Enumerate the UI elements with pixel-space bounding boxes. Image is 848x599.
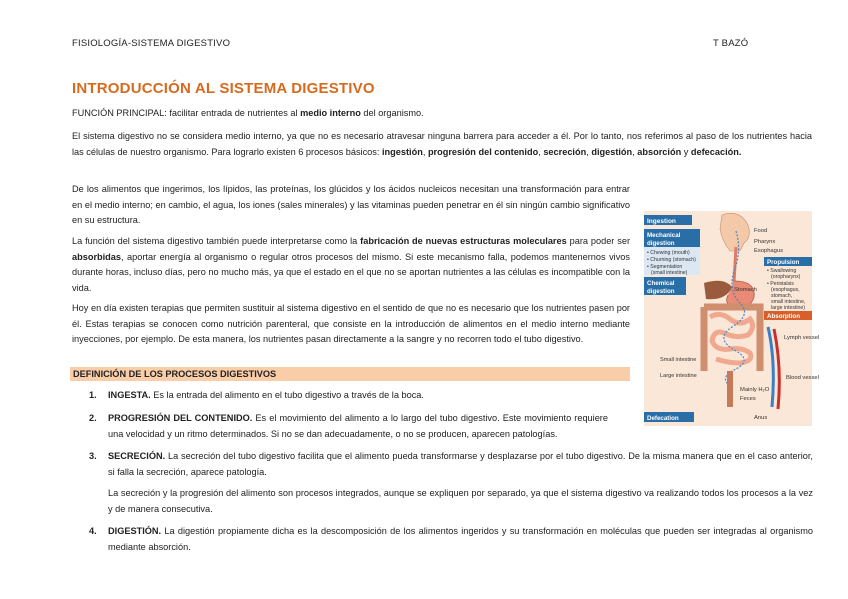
svg-text:Feces: Feces — [740, 396, 756, 402]
svg-text:• Swallowing: • Swallowing — [767, 268, 797, 274]
svg-text:• Chewing (mouth): • Chewing (mouth) — [647, 250, 690, 256]
svg-text:Propulsion: Propulsion — [767, 259, 800, 266]
paragraph-foods: De los alimentos que ingerimos, los lípidos, las proteínas, los glúcidos y los ácidos nucleicos necesitan una transformación para entrar en el medio interno; en cambio, el agua, los iones (sales minerales) y las vitaminas pueden penetrar en él sin ningún cambio significativo en su estructura. — [72, 184, 630, 225]
ingestion-label: Ingestion — [647, 218, 676, 225]
svg-text:Mainly H₂O: Mainly H₂O — [740, 387, 770, 393]
list-extra-paragraph: La secreción y la progresión del alimento son procesos integrados, aunque se expliquen por separado, ya que el sistema digestivo va realizando todos los procesos a la vez y de manera consecutiva. — [108, 488, 813, 514]
svg-text:Absorption: Absorption — [767, 313, 800, 320]
page-title: INTRODUCCIÓN AL SISTEMA DIGESTIVO — [72, 80, 375, 97]
svg-text:Blood vessel: Blood vessel — [786, 375, 819, 381]
svg-text:Lymph vessel: Lymph vessel — [784, 335, 820, 341]
paragraph-molecular-function: La función del sistema digestivo también puede interpretarse como la fabricación de nuevas estructuras moleculares para poder ser absorbidas, aportar energía al organismo o regular otros procesos del mismo. Si este mecanismo falla, podemos mantenernos vivos durante horas, incluso días, pero no mucho más, ya que el estado en el que no se aportan nutrientes a las células es incompatible con la vida. — [72, 236, 630, 293]
svg-text:(esophagus,: (esophagus, — [771, 287, 800, 293]
digestive-figure — [644, 211, 820, 426]
svg-text:(oropharynx): (oropharynx) — [771, 274, 801, 280]
svg-text:• Segmentation: • Segmentation — [647, 264, 683, 270]
svg-text:Defecation: Defecation — [647, 415, 679, 422]
svg-text:digestion: digestion — [647, 288, 675, 295]
section-heading: DEFINICIÓN DE LOS PROCESOS DIGESTIVOS — [70, 367, 630, 381]
list-item: 2. PROGRESIÓN DEL CONTENIDO. Es el movimiento del alimento a lo largo del tubo digestivo. Este movimiento requiere una velocidad y un ritmo determinados. Si no se dan adecuadamente, o no se producen, aparecen patologías. — [89, 413, 608, 439]
svg-text:• Churning (stomach): • Churning (stomach) — [647, 257, 696, 263]
svg-text:• Peristalsis: • Peristalsis — [767, 281, 794, 287]
svg-text:Large intestine: Large intestine — [660, 373, 697, 379]
svg-text:Chemical: Chemical — [647, 280, 675, 287]
svg-text:stomach,: stomach, — [771, 293, 793, 299]
paragraph-therapies: Hoy en día existen terapias que permiten sustituir al sistema digestivo en el sentido de que no es necesario que los nutrientes pasen por él. Estas terapias se conocen como nutrición parenteral, que consiste en la introducción de alimentos en el medio interno mediante inyecciones, por ejemplo. De esta manera, los nutrientes pasan directamente a la sangre y no recorren todo el tubo digestivo. — [72, 303, 630, 344]
svg-text:Food: Food — [754, 228, 768, 234]
svg-text:digestion: digestion — [647, 240, 675, 247]
paragraph-digestive-system: El sistema digestivo no se considera medio interno, ya que no es necesario atravesar ninguna barrera para acceder a él. Por lo tanto, nos referimos al paso de los nutrientes hacia las células de nuestro organismo. Para lograrlo existen 6 procesos básicos: ingestión, progresión del contenido, secreción, digestión, absorción y defecación. — [72, 131, 812, 157]
svg-text:Anus: Anus — [754, 415, 768, 421]
svg-text:Pharynx: Pharynx — [754, 239, 776, 245]
svg-text:small intestine,: small intestine, — [771, 299, 806, 305]
svg-text:Stomach: Stomach — [734, 287, 757, 293]
header-right: T BAZÓ — [713, 38, 749, 49]
list-item: 3. SECRECIÓN. La secreción del tubo digestivo facilita que el alimento pueda transformarse y desplazarse por el tubo digestivo. De la misma manera que en el caso anterior, si falla la secreción, aparece patología. — [89, 451, 813, 477]
paragraph-main-function: FUNCIÓN PRINCIPAL: facilitar entrada de nutrientes al medio interno del organismo. — [72, 108, 424, 118]
svg-text:Small intestine: Small intestine — [660, 357, 697, 363]
svg-text:large intestine): large intestine) — [771, 305, 806, 311]
svg-text:(small intestine): (small intestine) — [651, 270, 688, 276]
list-item: 4. DIGESTIÓN. La digestión propiamente dicha es la descomposición de los alimentos ingeridos y su transformación en moléculas que pueden ser integradas al organismo mediante absorción. — [89, 526, 813, 552]
list-item: 1. INGESTA. Es la entrada del alimento en el tubo digestivo a través de la boca. — [89, 390, 424, 400]
header-left: FISIOLOGÍA-SISTEMA DIGESTIVO — [72, 38, 231, 49]
svg-text:Esophagus: Esophagus — [754, 248, 784, 254]
svg-text:Mechanical: Mechanical — [647, 232, 681, 239]
